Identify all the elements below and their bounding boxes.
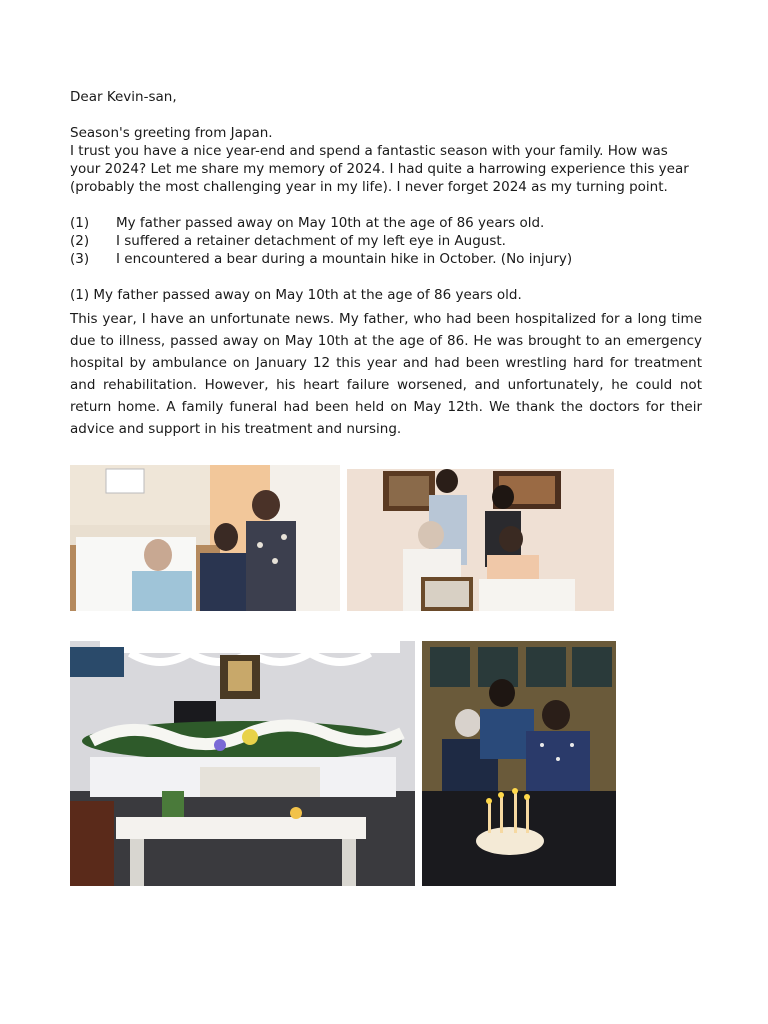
hospital-room-photo <box>70 465 340 611</box>
section-body: This year, I have an unfortunate news. My father, who had been hospitalized for a long time due to illness, passed away on May 10th at the age of 86. He was brought to an emergency hospital by ambulance on January 12 this year and had been wrestling hard for treatment and rehabilitation. However, his heart failure worsened, and unfortunately, he could not return home. A family funeral had been held on May 12th. We thank the doctors for their advice and support in his treatment and nursing. <box>70 311 702 437</box>
list-item-text: I suffered a retainer detachment of my left eye in August. <box>116 233 506 249</box>
list-item <box>70 214 702 232</box>
list-item <box>70 232 702 250</box>
salutation: Dear Kevin-san, <box>70 89 177 105</box>
birthday-cake-photo <box>422 641 616 886</box>
intro-text: I trust you have a nice year-end and spend a fantastic season with your family. How was your 2024? Let me share my memory of 2024. I had quite a harrowing experience this year (probably the most challenging year in my life). I never forget 2024 as my turning point. <box>70 143 689 195</box>
section-heading: (1) My father passed away on May 10th at the age of 86 years old. <box>70 287 522 303</box>
list-item-number: (3) <box>70 251 90 267</box>
list-item-number: (1) <box>70 215 90 231</box>
events-list <box>70 214 702 268</box>
list-item-text: My father passed away on May 10th at the age of 86 years old. <box>116 215 545 231</box>
list-item-text: I encountered a bear during a mountain hike in October. (No injury) <box>116 251 573 267</box>
intro-paragraph <box>70 124 702 196</box>
funeral-altar-photo <box>70 641 415 886</box>
list-item-number: (2) <box>70 233 90 249</box>
greeting-line: Season's greeting from Japan. <box>70 125 273 141</box>
letter-body <box>70 88 702 440</box>
family-portrait-photo <box>347 469 614 611</box>
list-item <box>70 250 702 268</box>
